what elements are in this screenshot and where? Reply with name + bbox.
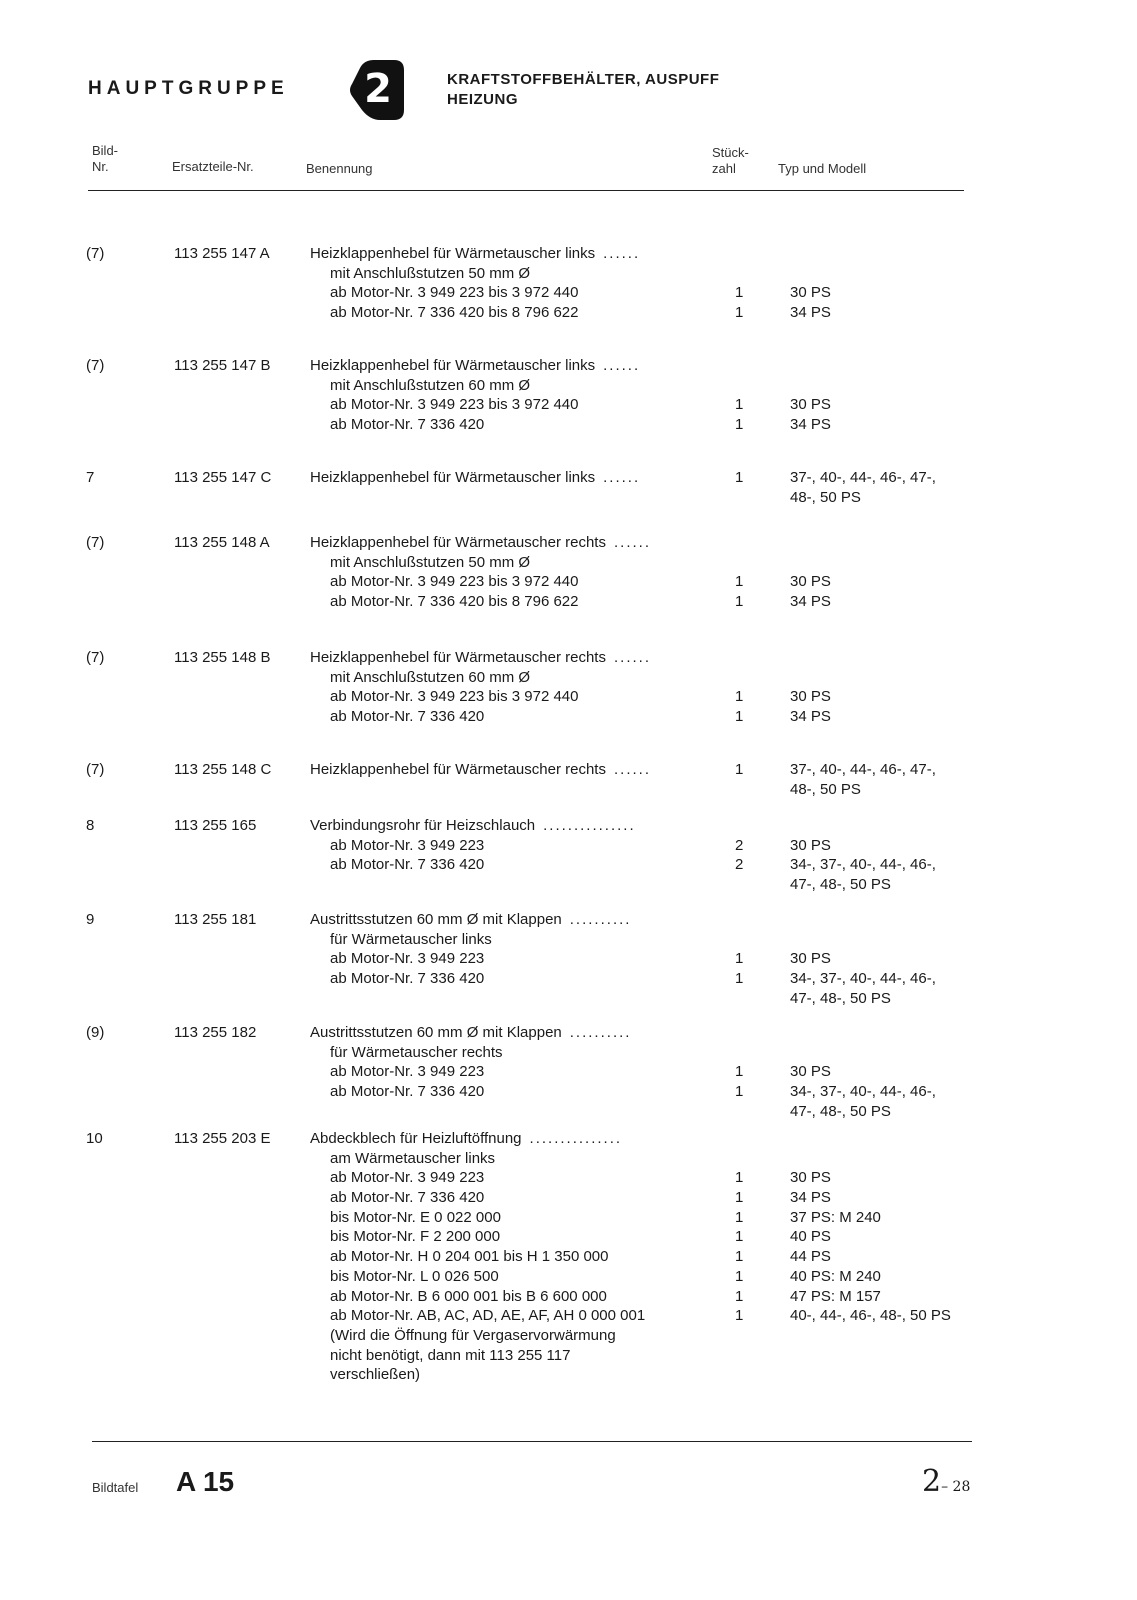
bild-number: 8 — [86, 817, 95, 834]
description-line — [310, 855, 710, 875]
description-line — [310, 1062, 710, 1082]
description-line — [310, 1129, 710, 1149]
quantity: 1 — [735, 1267, 744, 1285]
type-model: 48-, 50 PS — [790, 780, 861, 798]
quantity: 1 — [735, 593, 744, 611]
type-model — [790, 376, 990, 396]
quantity — [735, 356, 755, 376]
type-model — [790, 1129, 990, 1149]
quantity-column — [735, 244, 755, 323]
quantity: 1 — [735, 708, 744, 726]
description-line — [310, 648, 710, 668]
quantity-column — [735, 1129, 755, 1385]
description-line — [310, 592, 710, 612]
leader-dots: ...... — [603, 357, 641, 374]
footer-page-sub: – 28 — [941, 1479, 971, 1495]
description-line — [310, 1306, 710, 1326]
type-column — [790, 910, 990, 1008]
part-number: 113 255 181 — [174, 911, 257, 928]
part-number: 113 255 148 C — [174, 761, 272, 778]
description-line — [310, 910, 710, 930]
bild-number: (7) — [86, 534, 105, 551]
description-text: ab Motor-Nr. 7 336 420 bis 8 796 622 — [330, 304, 579, 322]
description-line — [310, 283, 710, 303]
type-column — [790, 356, 990, 435]
quantity-column — [735, 1023, 755, 1121]
description-text: ab Motor-Nr. 3 949 223 — [330, 1169, 485, 1187]
description-line — [310, 1168, 710, 1188]
quantity — [735, 930, 755, 950]
description-line — [310, 415, 710, 435]
description-line — [310, 395, 710, 415]
type-column — [790, 816, 990, 895]
col-header-desc: Benennung — [306, 161, 373, 176]
leader-dots: ............... — [529, 1130, 623, 1147]
type-model: 47 PS: M 157 — [790, 1287, 881, 1305]
type-model: 30 PS — [790, 573, 831, 591]
type-model: 30 PS — [790, 284, 831, 302]
quantity: 2 — [735, 836, 744, 854]
quantity — [735, 816, 755, 836]
quantity-column — [735, 816, 755, 895]
description-line — [310, 553, 710, 573]
description-line — [310, 707, 710, 727]
type-column — [790, 760, 990, 799]
bild-number: 9 — [86, 911, 95, 928]
quantity: 1 — [735, 284, 744, 302]
description-line — [310, 1365, 710, 1385]
description-line — [310, 1208, 710, 1228]
type-column — [790, 533, 990, 612]
quantity — [735, 1365, 755, 1385]
description-text: mit Anschlußstutzen 60 mm Ø — [330, 668, 531, 686]
description-text: (Wird die Öffnung für Vergaservorwärmung — [330, 1326, 616, 1344]
footer-label: Bildtafel — [92, 1480, 139, 1495]
footer-rule — [92, 1441, 972, 1442]
type-model — [790, 816, 990, 836]
description-line — [310, 816, 710, 836]
description-text: ab Motor-Nr. B 6 000 001 bis B 6 600 000 — [330, 1287, 607, 1305]
quantity — [735, 244, 755, 264]
part-number: 113 255 147 A — [174, 245, 270, 262]
type-model: 30 PS — [790, 688, 831, 706]
quantity: 1 — [735, 688, 744, 706]
footer-page-number — [922, 1464, 970, 1499]
quantity: 1 — [735, 1287, 744, 1305]
type-model: 47-, 48-, 50 PS — [790, 876, 891, 894]
bild-number: (7) — [86, 761, 105, 778]
quantity — [735, 668, 755, 688]
type-model: 37 PS: M 240 — [790, 1208, 881, 1226]
header-rule — [88, 190, 964, 191]
quantity-column — [735, 648, 755, 727]
part-number: 113 255 148 A — [174, 534, 270, 551]
quantity-column — [735, 910, 755, 1008]
type-model: 34-, 37-, 40-, 44-, 46-, — [790, 1083, 936, 1101]
footer-plate: A 15 — [176, 1466, 235, 1497]
type-model: 47-, 48-, 50 PS — [790, 1102, 891, 1120]
leader-dots: ...... — [603, 469, 641, 486]
type-model: 37-, 40-, 44-, 46-, 47-, — [790, 469, 936, 486]
description-text: Heizklappenhebel für Wärmetauscher links — [310, 357, 596, 374]
col-header-qty — [712, 145, 749, 177]
leader-dots: ...... — [613, 649, 651, 666]
description-line — [310, 760, 710, 780]
quantity-column — [735, 468, 755, 507]
description-text: Austrittsstutzen 60 mm Ø mit Klappen — [310, 1024, 562, 1041]
description-text: ab Motor-Nr. 7 336 420 — [330, 1083, 485, 1101]
quantity: 1 — [735, 1307, 744, 1325]
description-line — [310, 468, 710, 488]
description-column — [310, 760, 710, 799]
quantity: 1 — [735, 1083, 744, 1101]
quantity-column — [735, 760, 755, 799]
quantity: 1 — [735, 416, 744, 434]
type-model — [790, 1365, 990, 1385]
quantity: 1 — [735, 1063, 744, 1081]
description-line — [310, 1082, 710, 1102]
description-text: Heizklappenhebel für Wärmetauscher links — [310, 245, 596, 262]
leader-dots: ............... — [543, 817, 636, 834]
type-model: 30 PS — [790, 836, 831, 854]
type-model — [790, 553, 990, 573]
group-label: HAUPTGRUPPE — [88, 78, 289, 99]
description-text: mit Anschlußstutzen 50 mm Ø — [330, 553, 531, 571]
type-model: 34 PS — [790, 593, 831, 611]
description-text: für Wärmetauscher links — [330, 930, 492, 948]
type-model: 40 PS — [790, 1228, 831, 1246]
description-line — [310, 989, 710, 1009]
bild-number: (7) — [86, 357, 105, 374]
description-text: ab Motor-Nr. 7 336 420 — [330, 416, 485, 434]
description-line — [310, 376, 710, 396]
group-number-badge — [350, 58, 404, 122]
type-column — [790, 468, 990, 507]
quantity — [735, 1129, 755, 1149]
description-text: ab Motor-Nr. AB, AC, AD, AE, AF, AH 0 000 001 — [330, 1307, 646, 1325]
quantity — [735, 1326, 755, 1346]
description-line — [310, 1149, 710, 1169]
quantity: 2 — [735, 856, 744, 874]
type-model: 34 PS — [790, 708, 831, 726]
description-text: für Wärmetauscher rechts — [330, 1043, 503, 1061]
type-model: 48-, 50 PS — [790, 488, 861, 506]
type-model: 40-, 44-, 46-, 48-, 50 PS — [790, 1307, 951, 1325]
description-line — [310, 780, 710, 800]
quantity: 1 — [735, 396, 744, 414]
description-line — [310, 1227, 710, 1247]
description-line — [310, 875, 710, 895]
description-line — [310, 1346, 710, 1366]
type-model — [790, 1346, 990, 1366]
type-model — [790, 1326, 990, 1346]
description-column — [310, 816, 710, 895]
quantity: 1 — [735, 1169, 744, 1187]
group-title-line2: HEIZUNG — [447, 91, 518, 108]
bild-number: (7) — [86, 649, 105, 666]
quantity: 1 — [735, 970, 744, 988]
description-line — [310, 1287, 710, 1307]
description-line — [310, 1267, 710, 1287]
quantity — [735, 780, 755, 800]
type-column — [790, 244, 990, 323]
description-text: ab Motor-Nr. 3 949 223 — [330, 1063, 485, 1081]
type-model: 34 PS — [790, 1189, 831, 1207]
description-line — [310, 533, 710, 553]
quantity — [735, 1102, 755, 1122]
part-number: 113 255 182 — [174, 1024, 257, 1041]
type-model: 34-, 37-, 40-, 44-, 46-, — [790, 856, 936, 874]
quantity: 1 — [735, 469, 744, 486]
type-model — [790, 930, 990, 950]
type-model — [790, 356, 990, 376]
type-model — [790, 1023, 990, 1043]
part-number: 113 255 147 B — [174, 357, 271, 374]
description-line — [310, 244, 710, 264]
bild-number: (9) — [86, 1024, 105, 1041]
type-model — [790, 1149, 990, 1169]
col-header-qty-line2: zahl — [712, 161, 736, 176]
quantity: 1 — [735, 950, 744, 968]
description-line — [310, 1023, 710, 1043]
description-line — [310, 1247, 710, 1267]
col-header-bild-line2: Nr. — [92, 159, 109, 174]
quantity — [735, 264, 755, 284]
description-text: Abdeckblech für Heizluftöffnung — [310, 1130, 522, 1147]
type-model: 34-, 37-, 40-, 44-, 46-, — [790, 970, 936, 988]
leader-dots: .......... — [569, 911, 632, 928]
bild-number: (7) — [86, 245, 105, 262]
description-text: ab Motor-Nr. 3 949 223 — [330, 950, 485, 968]
description-line — [310, 949, 710, 969]
type-model — [790, 910, 990, 930]
leader-dots: ...... — [613, 761, 651, 778]
type-model: 34 PS — [790, 416, 831, 434]
description-text: Austrittsstutzen 60 mm Ø mit Klappen — [310, 911, 562, 928]
description-column — [310, 468, 710, 507]
type-model — [790, 1043, 990, 1063]
quantity — [735, 910, 755, 930]
description-line — [310, 488, 710, 508]
group-title-line1: KRAFTSTOFFBEHÄLTER, AUSPUFF — [447, 71, 720, 88]
leader-dots: ...... — [603, 245, 641, 262]
description-text: bis Motor-Nr. L 0 026 500 — [330, 1267, 499, 1285]
description-text: Heizklappenhebel für Wärmetauscher rechts — [310, 649, 606, 666]
description-line — [310, 969, 710, 989]
leader-dots: ...... — [613, 534, 651, 551]
description-line — [310, 930, 710, 950]
description-line — [310, 1188, 710, 1208]
description-text: ab Motor-Nr. 3 949 223 bis 3 972 440 — [330, 284, 579, 302]
type-column — [790, 648, 990, 727]
description-line — [310, 1043, 710, 1063]
description-text: Heizklappenhebel für Wärmetauscher rechts — [310, 761, 606, 778]
leader-dots: .......... — [569, 1024, 632, 1041]
part-number: 113 255 148 B — [174, 649, 271, 666]
quantity — [735, 648, 755, 668]
description-column — [310, 356, 710, 435]
quantity — [735, 1043, 755, 1063]
description-line — [310, 264, 710, 284]
quantity — [735, 553, 755, 573]
col-header-bild — [92, 143, 118, 175]
col-header-part: Ersatzteile-Nr. — [172, 159, 254, 174]
description-line — [310, 572, 710, 592]
description-column — [310, 1023, 710, 1121]
type-model — [790, 533, 990, 553]
description-text: ab Motor-Nr. 3 949 223 — [330, 836, 485, 854]
description-line — [310, 1326, 710, 1346]
type-model — [790, 244, 990, 264]
description-text: ab Motor-Nr. 7 336 420 — [330, 970, 485, 988]
part-number: 113 255 165 — [174, 817, 257, 834]
description-line — [310, 668, 710, 688]
type-model: 34 PS — [790, 304, 831, 322]
type-model: 47-, 48-, 50 PS — [790, 989, 891, 1007]
description-line — [310, 1102, 710, 1122]
description-text: bis Motor-Nr. E 0 022 000 — [330, 1208, 501, 1226]
description-text: Heizklappenhebel für Wärmetauscher rechts — [310, 534, 606, 551]
part-number: 113 255 203 E — [174, 1130, 271, 1147]
type-model: 40 PS: M 240 — [790, 1267, 881, 1285]
quantity — [735, 1023, 755, 1043]
quantity: 1 — [735, 304, 744, 322]
type-model: 30 PS — [790, 1169, 831, 1187]
quantity: 1 — [735, 1208, 744, 1226]
description-line — [310, 836, 710, 856]
type-column — [790, 1023, 990, 1121]
description-text: ab Motor-Nr. 7 336 420 — [330, 708, 485, 726]
description-text: am Wärmetauscher links — [330, 1149, 496, 1167]
quantity — [735, 533, 755, 553]
quantity — [735, 488, 755, 508]
description-text: verschließen) — [330, 1366, 421, 1384]
type-model — [790, 668, 990, 688]
quantity — [735, 1149, 755, 1169]
description-text: ab Motor-Nr. 7 336 420 — [330, 1189, 485, 1207]
part-number: 113 255 147 C — [174, 469, 272, 486]
description-line — [310, 687, 710, 707]
quantity: 1 — [735, 1189, 744, 1207]
type-model: 37-, 40-, 44-, 46-, 47-, — [790, 761, 936, 778]
quantity: 1 — [735, 1228, 744, 1246]
bild-number: 10 — [86, 1130, 103, 1147]
quantity — [735, 989, 755, 1009]
description-line — [310, 356, 710, 376]
description-text: Heizklappenhebel für Wärmetauscher links — [310, 469, 596, 486]
quantity: 1 — [735, 573, 744, 591]
description-column — [310, 910, 710, 1008]
col-header-bild-line1: Bild- — [92, 143, 119, 158]
description-text: mit Anschlußstutzen 60 mm Ø — [330, 376, 531, 394]
description-text: mit Anschlußstutzen 50 mm Ø — [330, 264, 531, 282]
description-text: ab Motor-Nr. H 0 204 001 bis H 1 350 000 — [330, 1248, 609, 1266]
description-text: ab Motor-Nr. 7 336 420 bis 8 796 622 — [330, 593, 579, 611]
footer-page-main: 2 — [922, 1464, 942, 1499]
description-text: ab Motor-Nr. 7 336 420 — [330, 856, 485, 874]
description-text: ab Motor-Nr. 3 949 223 bis 3 972 440 — [330, 688, 579, 706]
description-column — [310, 648, 710, 727]
type-model: 30 PS — [790, 950, 831, 968]
description-text: Verbindungsrohr für Heizschlauch — [310, 817, 536, 834]
type-model: 30 PS — [790, 396, 831, 414]
type-model: 44 PS — [790, 1248, 831, 1266]
description-column — [310, 244, 710, 323]
group-number: 2 — [364, 66, 392, 112]
quantity: 1 — [735, 1248, 744, 1266]
quantity-column — [735, 533, 755, 612]
bild-number: 7 — [86, 469, 95, 486]
description-line — [310, 303, 710, 323]
quantity: 1 — [735, 761, 744, 778]
type-model — [790, 264, 990, 284]
description-text: ab Motor-Nr. 3 949 223 bis 3 972 440 — [330, 396, 579, 414]
type-column — [790, 1129, 990, 1385]
col-header-typ: Typ und Modell — [778, 161, 867, 176]
type-model: 30 PS — [790, 1063, 831, 1081]
col-header-qty-line1: Stück- — [712, 145, 749, 160]
description-column — [310, 533, 710, 612]
quantity-column — [735, 356, 755, 435]
description-text: bis Motor-Nr. F 2 200 000 — [330, 1228, 501, 1246]
quantity — [735, 1346, 755, 1366]
description-column — [310, 1129, 710, 1385]
group-title — [447, 70, 719, 110]
description-text: nicht benötigt, dann mit 113 255 117 — [330, 1346, 571, 1364]
type-model — [790, 648, 990, 668]
quantity — [735, 376, 755, 396]
quantity — [735, 875, 755, 895]
description-text: ab Motor-Nr. 3 949 223 bis 3 972 440 — [330, 573, 579, 591]
